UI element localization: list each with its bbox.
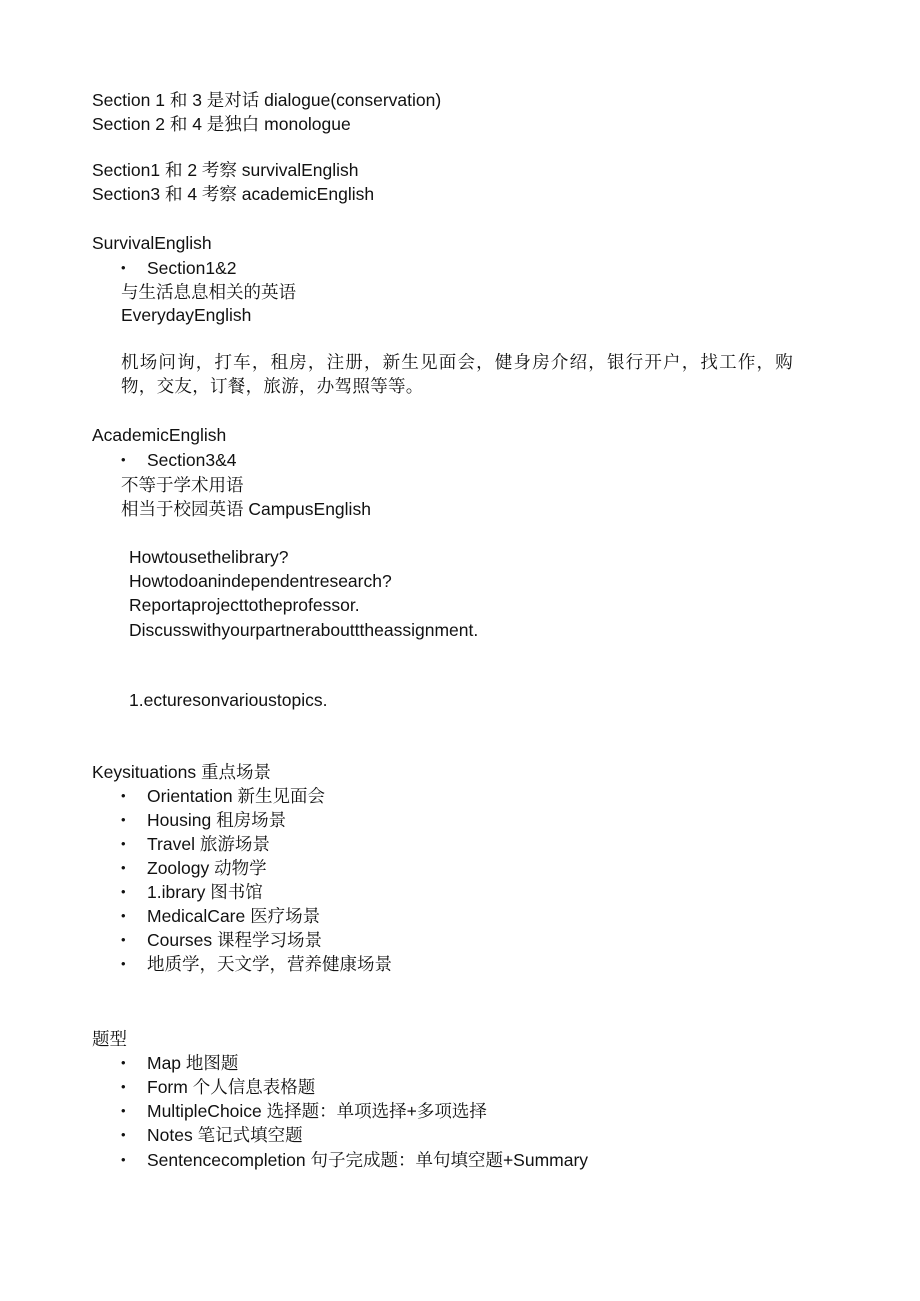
bullet-icon: • [121,956,126,971]
bullet-icon: • [121,836,126,851]
survival-paragraph: 机场问询，打车，租房，注册，新生见面会，健身房介绍，银行开户，找工作，购物，交友，订餐，旅游，办驾照等等。 [121,352,793,396]
situation-item: Orientation 新生见面会 [147,786,325,806]
bullet-icon: • [121,1079,126,1094]
bullet-icon: • [121,812,126,827]
lectures-line: 1.ecturesonvarioustopics. [129,690,328,710]
bullet-icon: • [121,452,126,467]
type-item: Map 地图题 [147,1053,239,1073]
intro-line-2: Section 2 和 4 是独白 monologue [92,114,351,134]
survival-sub-2: EverydayEnglish [121,305,252,325]
bullet-icon: • [121,260,126,275]
types-heading: 题型 [92,1029,127,1049]
academic-heading: AcademicEnglish [92,425,227,445]
bullet-icon: • [121,860,126,875]
academic-sub-1: 不等于学术用语 [121,475,244,495]
academic-sub-2: 相当于校园英语 CampusEnglish [121,499,371,519]
bullet-icon: • [121,788,126,803]
situation-item: Travel 旅游场景 [147,834,270,854]
bullet-icon: • [121,1055,126,1070]
survival-heading: SurvivalEnglish [92,233,212,253]
bullet-icon: • [121,1152,126,1167]
situation-item: Courses 课程学习场景 [147,930,323,950]
bullet-icon: • [121,1127,126,1142]
bullet-icon: • [121,932,126,947]
intro-line-3: Section1 和 2 考察 survivalEnglish [92,160,359,180]
situation-item: 地质学，天文学，营养健康场景 [147,954,392,974]
intro-line-4: Section3 和 4 考察 academicEnglish [92,184,375,204]
survival-sub-1: 与生活息息相关的英语 [121,282,296,302]
intro-line-1: Section 1 和 3 是对话 dialogue(conservation) [92,90,442,110]
type-item: Form 个人信息表格题 [147,1077,316,1097]
type-item: MultipleChoice 选择题：单项选择+多项选择 [147,1101,487,1121]
survival-bullet: Section1&2 [147,258,237,278]
situation-item: Housing 租房场景 [147,810,287,830]
academic-bullet: Section3&4 [147,450,237,470]
example-line: Reportaprojecttotheprofessor. [129,595,360,615]
bullet-icon: • [121,884,126,899]
type-item: Notes 笔记式填空题 [147,1125,303,1145]
bullet-icon: • [121,908,126,923]
bullet-icon: • [121,1103,126,1118]
example-line: Howtodoanindependentresearch? [129,571,392,591]
situation-item: Zoology 动物学 [147,858,267,878]
situations-heading: Keysituations 重点场景 [92,762,271,782]
situation-item: 1.ibrary 图书馆 [147,882,263,902]
type-item: Sentencecompletion 句子完成题：单句填空题+Summary [147,1150,589,1170]
example-line: Howtousethelibrary? [129,547,289,567]
example-line: Discusswithyourpartneraboutttheassignment. [129,620,479,640]
situation-item: MedicalCare 医疗场景 [147,906,321,926]
